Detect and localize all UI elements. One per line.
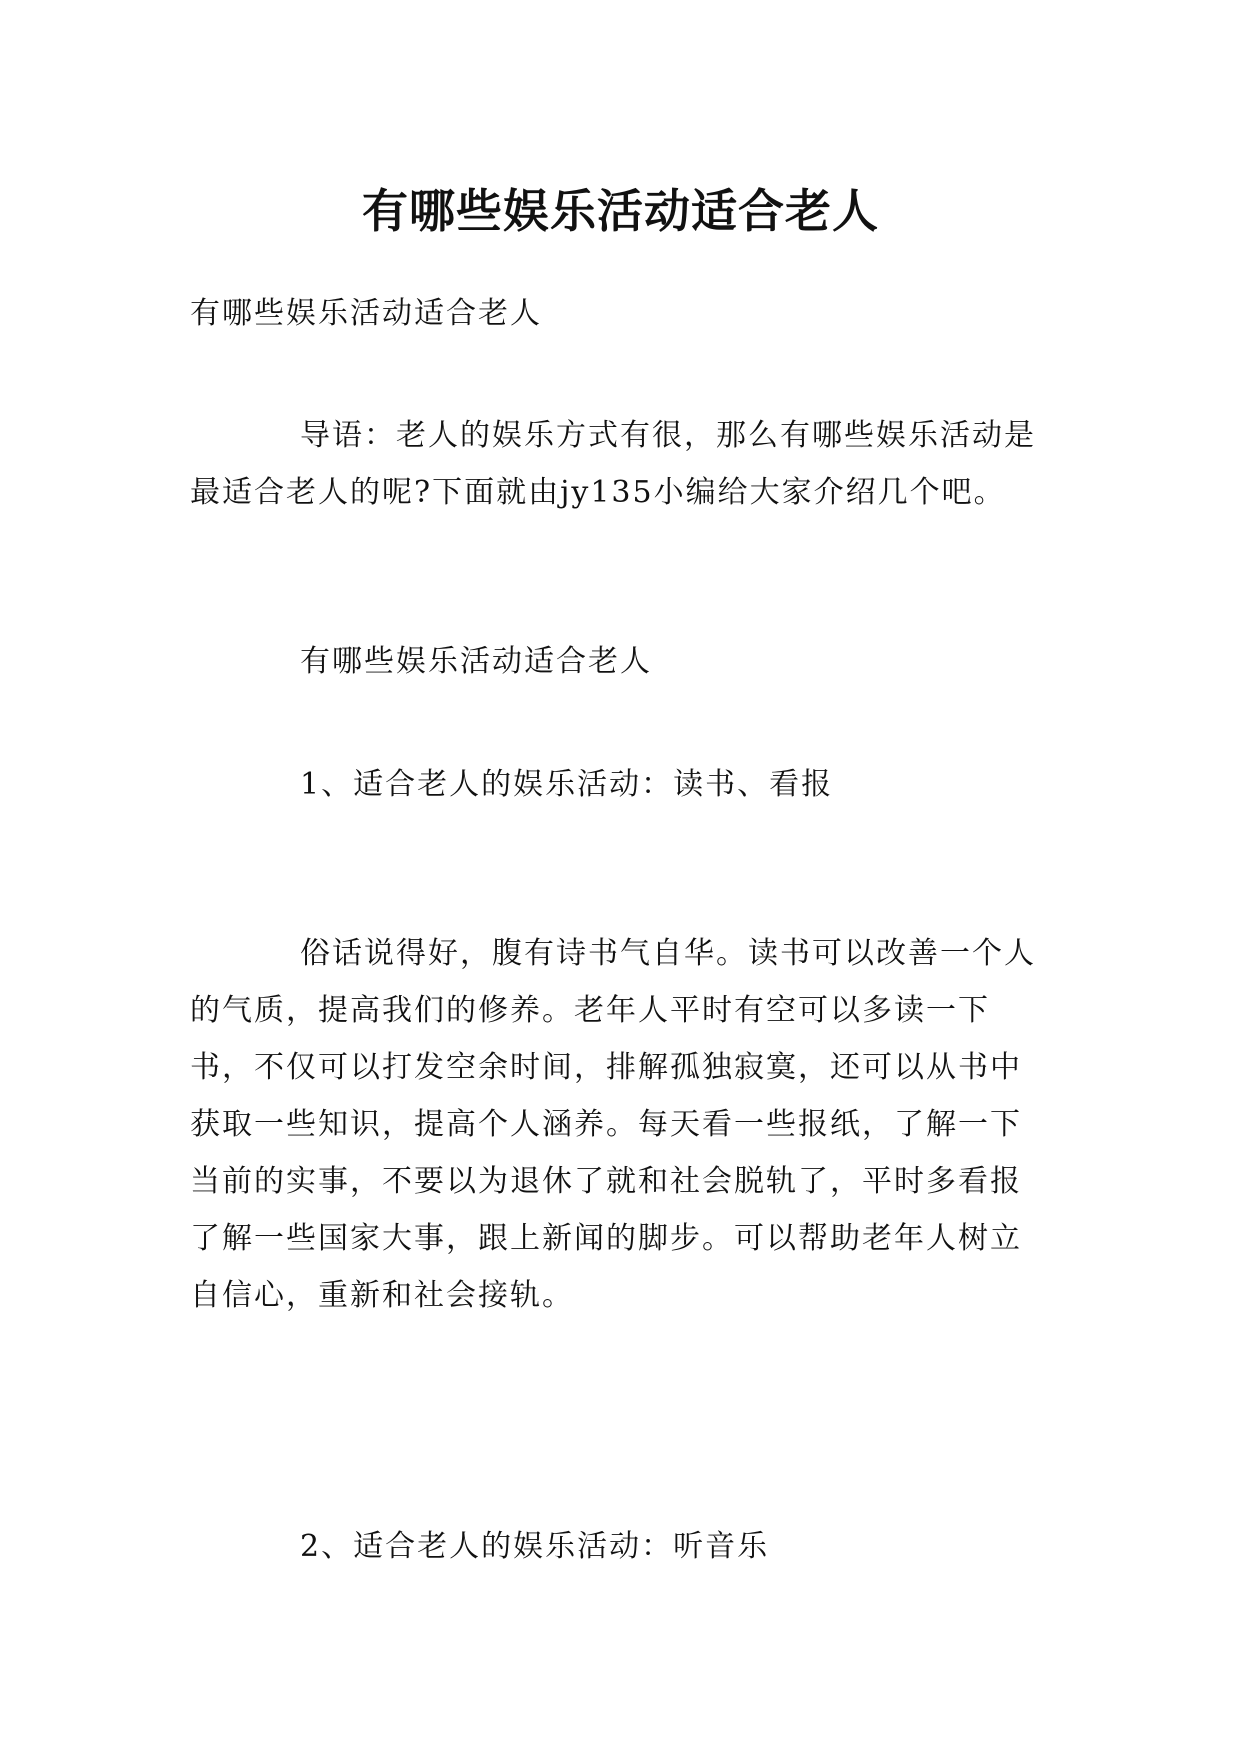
page-title: 有哪些娱乐活动适合老人	[362, 183, 879, 238]
intro-paragraph: 导语：老人的娱乐方式有很，那么有哪些娱乐活动是最适合老人的呢?下面就由jy135小编给大家介绍几个吧。	[190, 418, 1036, 510]
document-subtitle: 有哪些娱乐活动适合老人	[190, 296, 542, 331]
item-1-body: 俗话说得好，腹有诗书气自华。读书可以改善一个人的气质，提高我们的修养。老年人平时有空可以多读一下书，不仅可以打发空余时间，排解孤独寂寞，还可以从书中获取一些知识，提高个人涵养。每天看一些报纸，了解一下当前的实事，不要以为退休了就和社会脱轨了，平时多看报了解一些国家大事，跟上新闻的脚步。可以帮助老年人树立自信心，重新和社会接轨。	[190, 936, 1036, 1313]
item-2-heading: 2、适合老人的娱乐活动：听音乐	[300, 1529, 770, 1564]
section-heading: 有哪些娱乐活动适合老人	[300, 644, 652, 679]
item-1-heading: 1、适合老人的娱乐活动：读书、看报	[300, 767, 834, 802]
